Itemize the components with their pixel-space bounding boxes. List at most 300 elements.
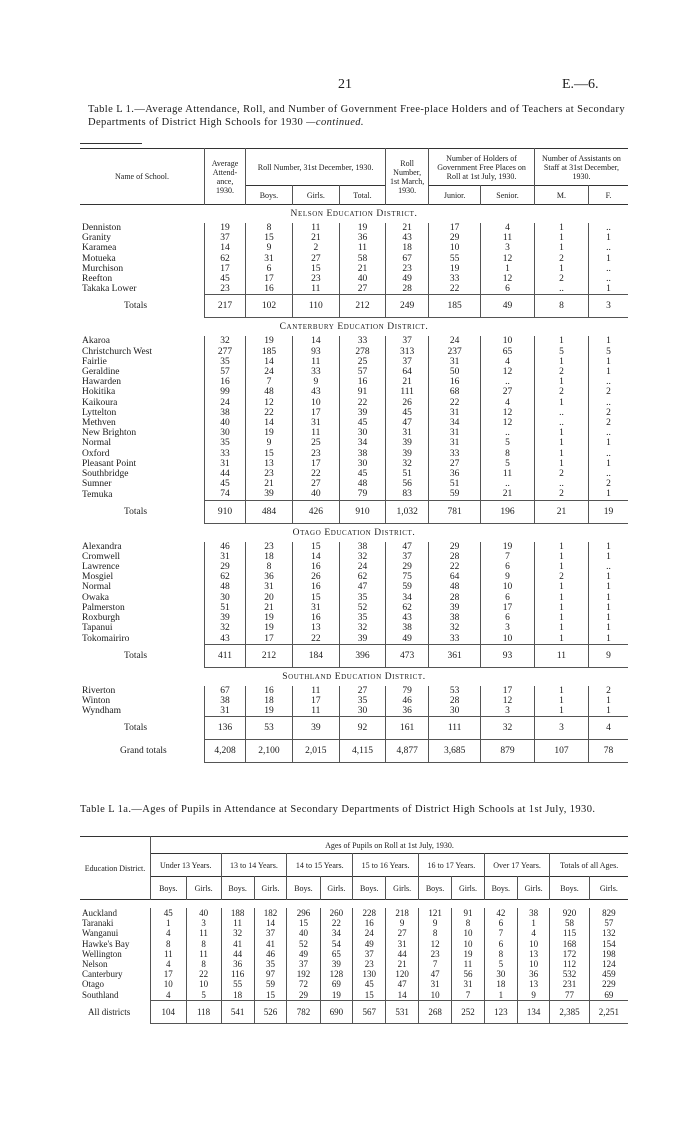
table-row xyxy=(80,336,628,346)
table-cell: 21 xyxy=(246,603,293,613)
table-cell: 185 xyxy=(246,347,293,357)
table-cell: 91 xyxy=(452,908,485,918)
table-cell: 69 xyxy=(589,990,628,1001)
table-row xyxy=(80,603,628,613)
district-name: Wellington xyxy=(82,948,122,959)
sex-header-boys: Boys. xyxy=(287,877,320,900)
table-cell: 228 xyxy=(353,908,386,918)
table-cell: 67 xyxy=(386,254,429,264)
table-cell: 32 xyxy=(205,336,246,346)
table-cell: 1 xyxy=(534,623,588,633)
table-cell: 2 xyxy=(589,686,628,696)
table-cell: 1 xyxy=(534,357,588,367)
table-cell: 51 xyxy=(429,479,481,489)
table-cell: 5 xyxy=(589,347,628,357)
table-cell: 10 xyxy=(517,959,549,969)
col-f: F. xyxy=(589,186,628,205)
table-cell: 1 xyxy=(534,593,588,603)
table-cell: 22 xyxy=(429,398,481,408)
totals-cell: 3 xyxy=(534,717,588,740)
sex-header-girls: Girls. xyxy=(320,877,353,900)
table-cell: 45 xyxy=(339,469,385,479)
district-heading: Otago Education District. xyxy=(292,527,416,538)
table-cell: 23 xyxy=(292,274,339,284)
table-cell: 112 xyxy=(550,959,589,969)
table-cell: 24 xyxy=(353,928,386,938)
table-cell: 37 xyxy=(386,357,429,367)
table-cell: 23 xyxy=(353,959,386,969)
table-cell: 46 xyxy=(205,542,246,552)
table-cell: 19 xyxy=(246,336,293,346)
table-cell: 128 xyxy=(320,969,353,979)
table-cell: 9 xyxy=(481,572,535,582)
table-cell: 28 xyxy=(429,552,481,562)
table-cell: 6 xyxy=(481,562,535,572)
attendance-table xyxy=(80,148,628,763)
table-cell: 7 xyxy=(452,990,485,1001)
school-name: Hawarden xyxy=(82,377,122,388)
table-cell: 48 xyxy=(429,582,481,592)
table-cell: 24 xyxy=(246,367,293,377)
table-cell: 5 xyxy=(484,959,517,969)
table-cell: 16 xyxy=(205,377,246,387)
table-cell: 9 xyxy=(517,990,549,1001)
table-cell: 49 xyxy=(386,274,429,284)
table-cell: 57 xyxy=(339,367,385,377)
table-cell: 37 xyxy=(353,949,386,959)
table-cell: 12 xyxy=(246,398,293,408)
all-districts-label: All districts xyxy=(88,1006,131,1017)
table-cell: 6 xyxy=(481,613,535,623)
table-cell: 28 xyxy=(429,696,481,706)
school-name: Takaka Lower xyxy=(82,284,137,295)
school-name: Owaka xyxy=(82,592,109,603)
table-cell: 27 xyxy=(386,928,419,938)
age-group-header: 15 to 16 Years. xyxy=(353,854,419,877)
col-total: Total. xyxy=(339,186,385,205)
table-row xyxy=(80,408,628,418)
district-name: Auckland xyxy=(82,908,117,918)
table-cell: 1 xyxy=(589,438,628,448)
table1-body xyxy=(80,205,628,763)
table-cell: 1 xyxy=(151,918,187,928)
totals-cell: 32 xyxy=(481,717,535,740)
table-cell: 33 xyxy=(205,449,246,459)
table-cell: 1 xyxy=(534,542,588,552)
table-cell: 68 xyxy=(429,387,481,397)
table-row xyxy=(80,623,628,633)
table-cell: 11 xyxy=(481,469,535,479)
school-name: Denniston xyxy=(82,223,122,233)
table-cell: 31 xyxy=(205,459,246,469)
table-cell: 39 xyxy=(320,959,353,969)
table-cell: .. xyxy=(589,449,628,459)
table-row xyxy=(80,243,628,253)
table-cell: 32 xyxy=(339,552,385,562)
table-cell: 11 xyxy=(186,949,221,959)
table-cell: 22 xyxy=(292,469,339,479)
table-cell: 53 xyxy=(429,686,481,696)
table-cell: 36 xyxy=(339,233,385,243)
table-cell: 313 xyxy=(386,347,429,357)
totals-cell: 249 xyxy=(386,295,429,318)
table-cell: 48 xyxy=(205,582,246,592)
table-cell: 59 xyxy=(429,489,481,500)
table-cell: 19 xyxy=(246,623,293,633)
age-group-header: Over 17 Years. xyxy=(484,854,550,877)
table-cell: 44 xyxy=(221,949,254,959)
table-row xyxy=(80,949,628,959)
table-cell: 2 xyxy=(534,572,588,582)
table-cell: 1 xyxy=(589,696,628,706)
table-cell: 56 xyxy=(452,969,485,979)
table-cell: 1 xyxy=(534,428,588,438)
table-cell: 32 xyxy=(429,623,481,633)
table-row xyxy=(80,969,628,979)
table-cell: 3 xyxy=(186,918,221,928)
grand-totals-cell: 2,100 xyxy=(246,740,293,763)
table-cell: 182 xyxy=(254,908,287,918)
table-cell: 29 xyxy=(386,562,429,572)
table-cell: 57 xyxy=(205,367,246,377)
table-cell: 10 xyxy=(292,398,339,408)
table-cell: 1 xyxy=(534,562,588,572)
school-name: Christchurch West xyxy=(82,346,153,357)
table-cell: 14 xyxy=(292,336,339,346)
totals-cell: 93 xyxy=(481,644,535,667)
district-name: Nelson xyxy=(82,959,108,970)
table-cell: 51 xyxy=(205,603,246,613)
grand-totals-cell: 107 xyxy=(534,740,588,763)
col-boys: Boys. xyxy=(246,186,293,205)
table-cell: 4 xyxy=(151,928,187,938)
age-group-header: 14 to 15 Years. xyxy=(287,854,353,877)
table-cell: 532 xyxy=(550,969,589,979)
table-cell: 4 xyxy=(481,398,535,408)
table-cell: 920 xyxy=(550,908,589,918)
table-cell: 49 xyxy=(353,939,386,949)
table-cell: 12 xyxy=(481,408,535,418)
table-cell: 25 xyxy=(339,357,385,367)
table-cell: 43 xyxy=(386,613,429,623)
school-name: Lyttelton xyxy=(82,407,117,418)
table-row xyxy=(80,939,628,949)
table-cell: 34 xyxy=(320,928,353,938)
table-cell: 459 xyxy=(589,969,628,979)
table-cell: 29 xyxy=(287,990,320,1001)
all-districts-cell: 2,251 xyxy=(589,1000,628,1023)
table-row xyxy=(80,706,628,717)
all-districts-cell: 782 xyxy=(287,1000,320,1023)
table-cell: 58 xyxy=(550,918,589,928)
table-cell: 38 xyxy=(517,908,549,918)
district-name: Otago xyxy=(82,979,104,990)
table-cell: 47 xyxy=(339,582,385,592)
school-name: Tokomairiro xyxy=(82,633,130,644)
table-cell: .. xyxy=(534,408,588,418)
table-cell: 30 xyxy=(429,706,481,717)
table-cell: 31 xyxy=(292,603,339,613)
table-cell: 13 xyxy=(292,623,339,633)
table-cell: 6 xyxy=(484,918,517,928)
table-cell: 1 xyxy=(484,990,517,1001)
totals-cell: 217 xyxy=(205,295,246,318)
table-cell: 1 xyxy=(589,634,628,645)
table-cell: 23 xyxy=(418,949,451,959)
table-cell: 31 xyxy=(246,254,293,264)
table-cell: 40 xyxy=(287,928,320,938)
all-districts-cell: 2,385 xyxy=(550,1000,589,1023)
table-cell: 3 xyxy=(481,623,535,633)
table-cell: 31 xyxy=(292,418,339,428)
table-cell: 111 xyxy=(386,387,429,397)
table-row xyxy=(80,959,628,969)
table-cell: 47 xyxy=(386,542,429,552)
table-cell: 18 xyxy=(484,979,517,989)
table-cell: .. xyxy=(589,243,628,253)
table-cell: 36 xyxy=(429,469,481,479)
totals-label: Totals xyxy=(124,650,148,661)
table-cell: 19 xyxy=(339,223,385,233)
table-cell: 30 xyxy=(205,593,246,603)
table-cell: 121 xyxy=(418,908,451,918)
school-name: Riverton xyxy=(82,685,116,696)
table-cell: 72 xyxy=(287,979,320,989)
table-cell: 2 xyxy=(589,479,628,489)
col-holders: Number of Holders of Government Free Places on Roll at 1st July, 1930. xyxy=(429,149,535,186)
table-cell: 79 xyxy=(339,489,385,500)
table-row xyxy=(80,686,628,696)
table-cell: 132 xyxy=(589,928,628,938)
table-cell: 31 xyxy=(429,408,481,418)
col-assistants: Number of Assistants on Staff at 31st December, 1930. xyxy=(534,149,628,186)
table-cell: 10 xyxy=(481,634,535,645)
table-cell: 260 xyxy=(320,908,353,918)
table-cell: 47 xyxy=(418,969,451,979)
totals-cell: 3 xyxy=(589,295,628,318)
totals-cell: 21 xyxy=(534,500,588,523)
table-cell: 83 xyxy=(386,489,429,500)
table-cell: 237 xyxy=(429,347,481,357)
table-cell: 44 xyxy=(205,469,246,479)
table-cell: 12 xyxy=(481,274,535,284)
table-cell: 22 xyxy=(429,284,481,295)
table-cell: 18 xyxy=(246,552,293,562)
totals-cell: 212 xyxy=(339,295,385,318)
table-cell: 17 xyxy=(292,408,339,418)
table-cell: 11 xyxy=(292,357,339,367)
table-cell: 7 xyxy=(484,928,517,938)
ages-table xyxy=(80,836,628,1024)
table-cell: 27 xyxy=(481,387,535,397)
totals-cell: 19 xyxy=(589,500,628,523)
table-cell: 15 xyxy=(292,542,339,552)
all-districts-row xyxy=(80,1000,628,1023)
table-cell: 26 xyxy=(386,398,429,408)
table-cell: 17 xyxy=(292,459,339,469)
table-cell: 33 xyxy=(429,634,481,645)
table-cell: 9 xyxy=(246,438,293,448)
table-cell: 15 xyxy=(353,990,386,1001)
school-name: Mosgiel xyxy=(82,572,114,583)
table-cell: 188 xyxy=(221,908,254,918)
grand-totals-cell: 879 xyxy=(481,740,535,763)
table-cell: 43 xyxy=(386,233,429,243)
table-row xyxy=(80,367,628,377)
sex-header-boys: Boys. xyxy=(353,877,386,900)
table-cell: 56 xyxy=(386,479,429,489)
school-name: Normal xyxy=(82,438,112,449)
table-cell: 31 xyxy=(386,428,429,438)
totals-row xyxy=(80,717,628,740)
school-name: Roxburgh xyxy=(82,613,120,624)
table-cell: 2 xyxy=(534,387,588,397)
school-name: Murchison xyxy=(82,263,124,274)
table-cell: 19 xyxy=(320,990,353,1001)
table-cell: 23 xyxy=(246,469,293,479)
table-cell: 22 xyxy=(186,969,221,979)
school-name: Sumner xyxy=(82,479,112,490)
table-row xyxy=(80,979,628,989)
table-cell: 1 xyxy=(589,233,628,243)
table-cell: 33 xyxy=(429,449,481,459)
all-districts-cell: 104 xyxy=(151,1000,187,1023)
table-cell: .. xyxy=(534,479,588,489)
totals-cell: 212 xyxy=(246,644,293,667)
totals-label: Totals xyxy=(124,301,148,312)
table-cell: 1 xyxy=(589,613,628,623)
table-cell: 39 xyxy=(205,613,246,623)
table-cell: 29 xyxy=(429,542,481,552)
table-cell: 1 xyxy=(534,634,588,645)
table-cell: 27 xyxy=(339,686,385,696)
table-row xyxy=(80,908,628,918)
table-cell: 19 xyxy=(429,264,481,274)
table-cell: 37 xyxy=(287,959,320,969)
totals-cell: 102 xyxy=(246,295,293,318)
table-cell: 277 xyxy=(205,347,246,357)
table-cell: 38 xyxy=(339,449,385,459)
table-cell: 120 xyxy=(386,969,419,979)
table-cell: 13 xyxy=(517,979,549,989)
table-cell: 33 xyxy=(292,367,339,377)
table-row xyxy=(80,398,628,408)
table-cell: 37 xyxy=(386,552,429,562)
table-cell: 17 xyxy=(246,274,293,284)
table-row xyxy=(80,990,628,1001)
totals-cell: 184 xyxy=(292,644,339,667)
school-name: Motueka xyxy=(82,253,116,264)
sex-header-girls: Girls. xyxy=(254,877,287,900)
table-cell: 5 xyxy=(481,438,535,448)
table-row xyxy=(80,264,628,274)
table-cell: 23 xyxy=(205,284,246,295)
table-cell: 23 xyxy=(246,542,293,552)
totals-cell: 473 xyxy=(386,644,429,667)
grand-totals-cell: 2,015 xyxy=(292,740,339,763)
table-cell: 36 xyxy=(246,572,293,582)
table-cell: 2 xyxy=(534,254,588,264)
table-cell: 40 xyxy=(292,489,339,500)
totals-cell: 396 xyxy=(339,644,385,667)
table-cell: 8 xyxy=(418,928,451,938)
col-girls: Girls. xyxy=(292,186,339,205)
table-cell: 45 xyxy=(339,418,385,428)
district-heading: Nelson Education District. xyxy=(290,209,418,219)
table-cell: 11 xyxy=(292,706,339,717)
table-cell: 31 xyxy=(205,552,246,562)
table-cell: 116 xyxy=(221,969,254,979)
table-cell: .. xyxy=(534,284,588,295)
table-cell: 39 xyxy=(246,489,293,500)
table-cell: 91 xyxy=(339,387,385,397)
table-cell: 21 xyxy=(339,264,385,274)
table-cell: 54 xyxy=(320,939,353,949)
table-cell: 17 xyxy=(292,696,339,706)
table-cell: 29 xyxy=(429,233,481,243)
table-cell: 34 xyxy=(386,593,429,603)
table-cell: 11 xyxy=(292,428,339,438)
table-cell: 10 xyxy=(429,243,481,253)
grand-totals-cell: 78 xyxy=(589,740,628,763)
table2-header xyxy=(80,837,628,900)
table-cell: 19 xyxy=(246,706,293,717)
table-cell: 1 xyxy=(589,572,628,582)
table-cell: 1 xyxy=(481,264,535,274)
table-cell: 31 xyxy=(246,582,293,592)
table-cell: 231 xyxy=(550,979,589,989)
table-cell: 30 xyxy=(205,428,246,438)
table2-caption xyxy=(80,803,628,816)
table-cell: 59 xyxy=(386,582,429,592)
table-cell: 40 xyxy=(339,274,385,284)
table-cell: 29 xyxy=(205,562,246,572)
school-name: Palmerston xyxy=(82,602,125,613)
table1-header xyxy=(80,149,628,205)
table-cell: 1 xyxy=(589,284,628,295)
table-cell: 17 xyxy=(481,686,535,696)
table-cell: 1 xyxy=(534,243,588,253)
totals-cell: 196 xyxy=(481,500,535,523)
totals-cell: 484 xyxy=(246,500,293,523)
table-cell: 1 xyxy=(589,706,628,717)
table-cell: 13 xyxy=(246,459,293,469)
school-name: Wyndham xyxy=(82,706,122,717)
table-cell: 35 xyxy=(205,357,246,367)
grand-totals-cell: 4,115 xyxy=(339,740,385,763)
table-cell: 17 xyxy=(205,264,246,274)
school-name: Lawrence xyxy=(82,562,120,573)
table-cell: 1 xyxy=(534,377,588,387)
table-cell: 46 xyxy=(254,949,287,959)
table-cell: 45 xyxy=(151,908,187,918)
table-row xyxy=(80,438,628,448)
table-row xyxy=(80,449,628,459)
table2-body xyxy=(80,900,628,1024)
school-name: Cromwell xyxy=(82,551,120,562)
table-row xyxy=(80,572,628,582)
school-name: Reefton xyxy=(82,274,113,285)
table-cell: 1 xyxy=(517,918,549,928)
table-cell: 14 xyxy=(246,357,293,367)
table-cell: 8 xyxy=(484,949,517,959)
totals-cell: 185 xyxy=(429,295,481,318)
table-cell: 33 xyxy=(339,336,385,346)
school-name: Geraldine xyxy=(82,367,120,378)
table-cell: 172 xyxy=(550,949,589,959)
totals-cell: 53 xyxy=(246,717,293,740)
table-row xyxy=(80,552,628,562)
